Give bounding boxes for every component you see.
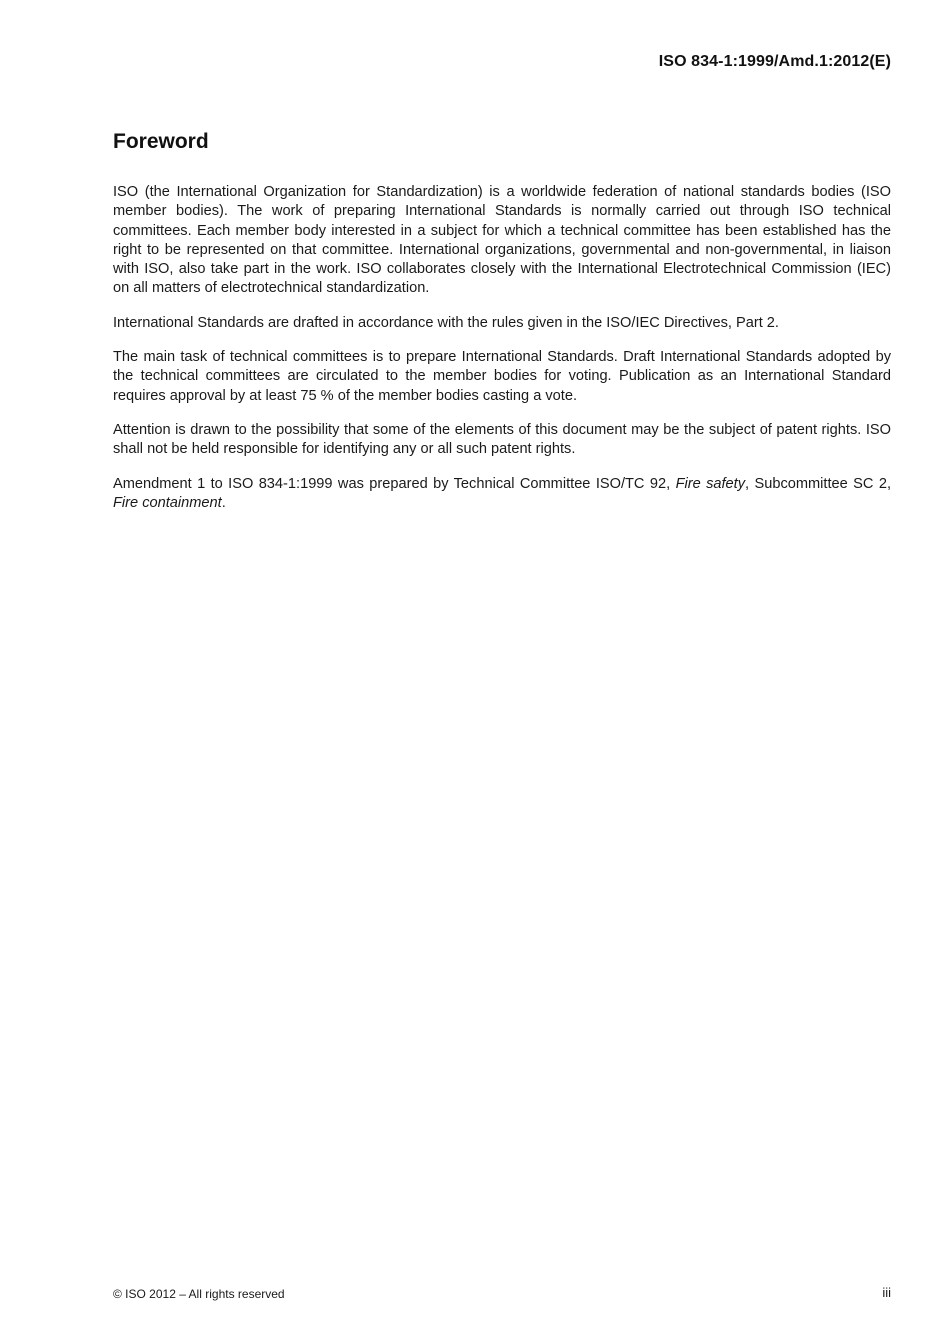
subcommittee-title: Fire containment	[113, 494, 222, 511]
page-title: Foreword	[113, 130, 209, 153]
amendment-text-1: Amendment 1 to ISO 834-1:1999 was prepared by Technical Committee ISO/TC 92,	[113, 475, 676, 492]
paragraph-patent-rights: Attention is drawn to the possibility that some of the elements of this document may be the subject of patent rights. ISO shall not be held responsible for identifying any or all such patent rights.	[113, 421, 891, 458]
committee-title: Fire safety	[675, 475, 746, 492]
footer-copyright: © ISO 2012 – All rights reserved	[113, 1287, 285, 1301]
page-number: iii	[882, 1285, 891, 1300]
document-reference: ISO 834-1:1999/Amd.1:2012(E)	[658, 53, 891, 70]
amendment-text-3: .	[221, 494, 226, 511]
paragraph-amendment	[113, 475, 891, 514]
amendment-text-2: , Subcommittee SC 2,	[745, 475, 891, 492]
paragraph-directives: International Standards are drafted in accordance with the rules given in the ISO/IEC Directives, Part 2.	[113, 314, 779, 331]
paragraph-iso-intro: ISO (the International Organization for Standardization) is a worldwide federation of national standards bodies (ISO member bodies). The work of preparing International Standards is normally carried out through ISO technical committees. Each member body interested in a subject for which a technical committee has been established has the right to be represented on that committee. International organizations, governmental and non-governmental, in liaison with ISO, also take part in the work. ISO collaborates closely with the International Electrotechnical Commission (IEC) on all matters of electrotechnical standardization.	[113, 184, 891, 297]
foreword-body	[113, 183, 891, 528]
paragraph-committee-task: The main task of technical committees is to prepare International Standards. Draft International Standards adopted by the technical committees are circulated to the member bodies for voting. Publication as an International Standard requires approval by at least 75 % of the member bodies casting a vote.	[113, 349, 891, 404]
